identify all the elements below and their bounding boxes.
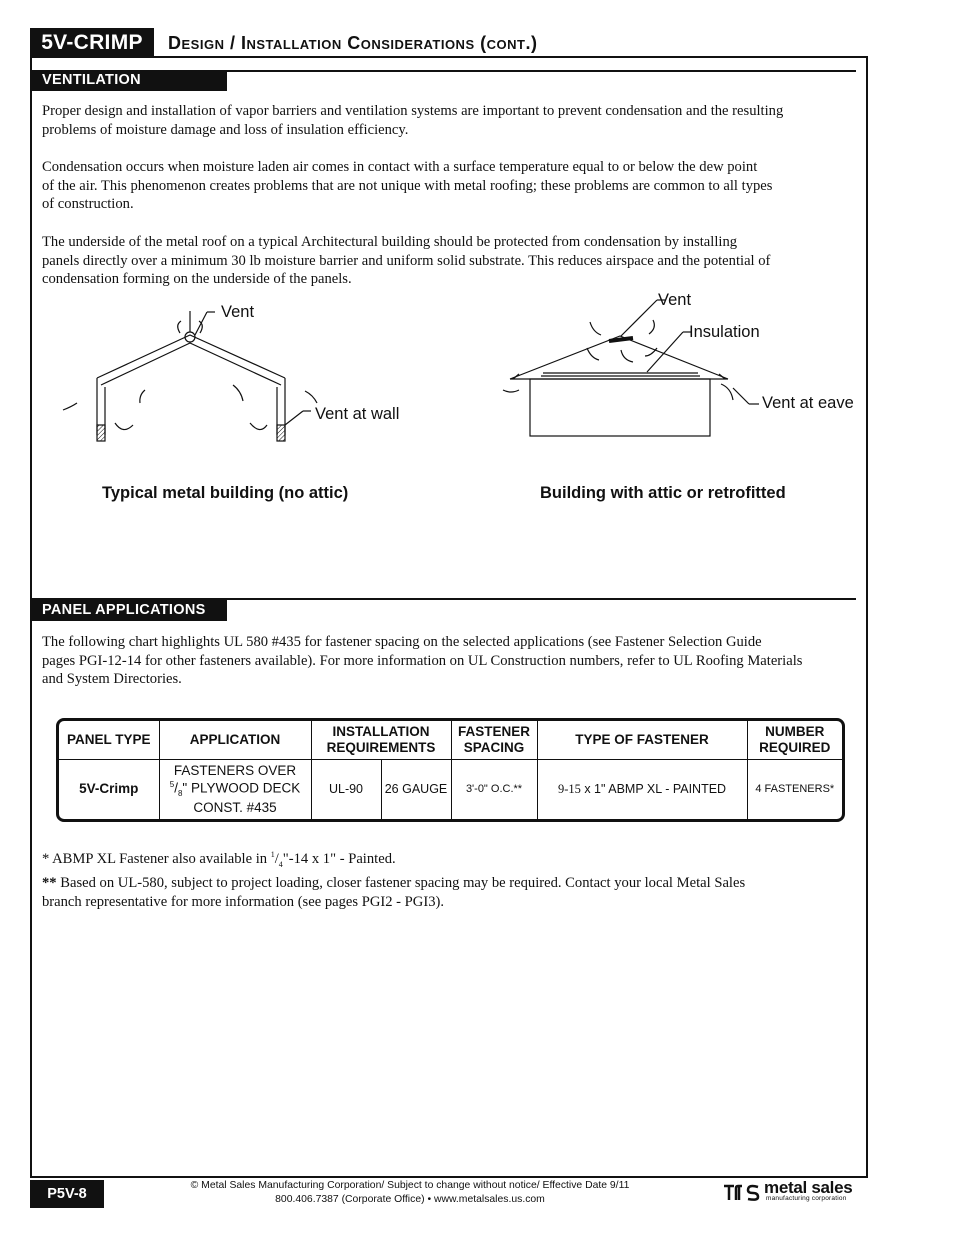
- header-fastener-spacing: FASTENER SPACING: [451, 721, 537, 759]
- ventilation-paragraph-1: Proper design and installation of vapor barriers and ventilation systems are important to prevent condensation and the resulting problems of moisture damage and loss of insulation efficiency.: [42, 103, 784, 138]
- cell-installation-gauge: 26 GAUGE: [381, 759, 451, 819]
- header-installation-requirements: INSTALLATION REQUIREMENTS: [311, 721, 451, 759]
- label-vent-at-wall: Vent at wall: [315, 405, 400, 423]
- label-insulation: Insulation: [689, 323, 760, 341]
- header-application: APPLICATION: [159, 721, 311, 759]
- header-panel-type: PANEL TYPE: [59, 721, 159, 759]
- metal-building-drawing: [55, 295, 325, 455]
- page-title: Design / Installation Considerations (cont.): [168, 33, 538, 53]
- logo-mark-icon: [722, 1182, 762, 1202]
- cell-type-of-fastener: 9-15 x 1" ABMP XL - PAINTED: [537, 759, 747, 819]
- table-header-row: [59, 721, 842, 759]
- product-badge: 5V-CRIMP: [30, 28, 154, 58]
- header-type-of-fastener: TYPE OF FASTENER: [537, 721, 747, 759]
- section-heading-ventilation: VENTILATION: [32, 70, 227, 91]
- label-vent-at-eave: Vent at eave: [762, 394, 854, 412]
- cell-installation-ul: UL-90: [311, 759, 381, 819]
- table-notes: [42, 845, 857, 912]
- header-number-required: NUMBER REQUIRED: [747, 721, 842, 759]
- cell-fastener-spacing: 3'-0" O.C.**: [451, 759, 537, 819]
- ventilation-paragraph-3: The underside of the metal roof on a typical Architectural building should be protected from condensation by installing panels directly over a minimum 30 lb moisture barrier and uniform solid substrate. This reduces airspace and the potential of condensation forming on the underside of the panels.: [42, 234, 771, 288]
- footer-copyright: © Metal Sales Manufacturing Corporation/ Subject to change without notice/ Effective Date 9/11 800.406.7387 (Corporate Office) • www.metalsales.us.com: [190, 1180, 630, 1205]
- table-row: [59, 759, 842, 819]
- label-vent-right: Vent: [658, 291, 692, 309]
- attic-building-drawing: [495, 290, 765, 450]
- label-vent-left: Vent: [221, 303, 255, 321]
- note-1: * ABMP XL Fastener also available in $^1/_4"-14$ x 1" - Painted.: [42, 850, 396, 869]
- caption-attic-building: Building with attic or retrofitted: [540, 484, 786, 502]
- cell-number-required: 4 FASTENERS*: [747, 759, 842, 819]
- caption-metal-building: Typical metal building (no attic): [102, 484, 349, 502]
- note-2-continued: branch representative for more information (see pages PGI2 - PGI3).: [42, 894, 444, 911]
- fastener-table: [56, 718, 845, 822]
- panel-applications-intro: The following chart highlights UL 580 #435 for fastener spacing on the selected applications (see Fastener Selection Guide pages PGI-12-14 for other fasteners available). For more information on UL Construction numbers, refer to UL Roofing Materials and System Directories.: [42, 634, 803, 688]
- cell-application: FASTENERS OVER $^5/_8$" PLYWOOD DECK CONST. #435: [159, 759, 311, 819]
- metal-sales-logo: metal sales manufacturing corporation: [722, 1180, 872, 1206]
- note-2: ** Based on UL-580, subject to project loading, closer fastener spacing may be required. Contact your local Metal Sales: [42, 874, 746, 891]
- section-heading-panel-applications: PANEL APPLICATIONS: [32, 600, 227, 621]
- cell-panel-type: 5V-Crimp: [59, 759, 159, 819]
- ventilation-paragraph-2: Condensation occurs when moisture laden air comes in contact with a surface temperature equal to or below the dew point of the air. This phenomenon creates problems that are not unique with metal roofing; these problems are common to all types of construction.: [42, 159, 773, 213]
- page-number: P5V-8: [30, 1180, 104, 1208]
- diagram-attic-building: [495, 290, 765, 450]
- diagram-metal-building: [55, 295, 325, 455]
